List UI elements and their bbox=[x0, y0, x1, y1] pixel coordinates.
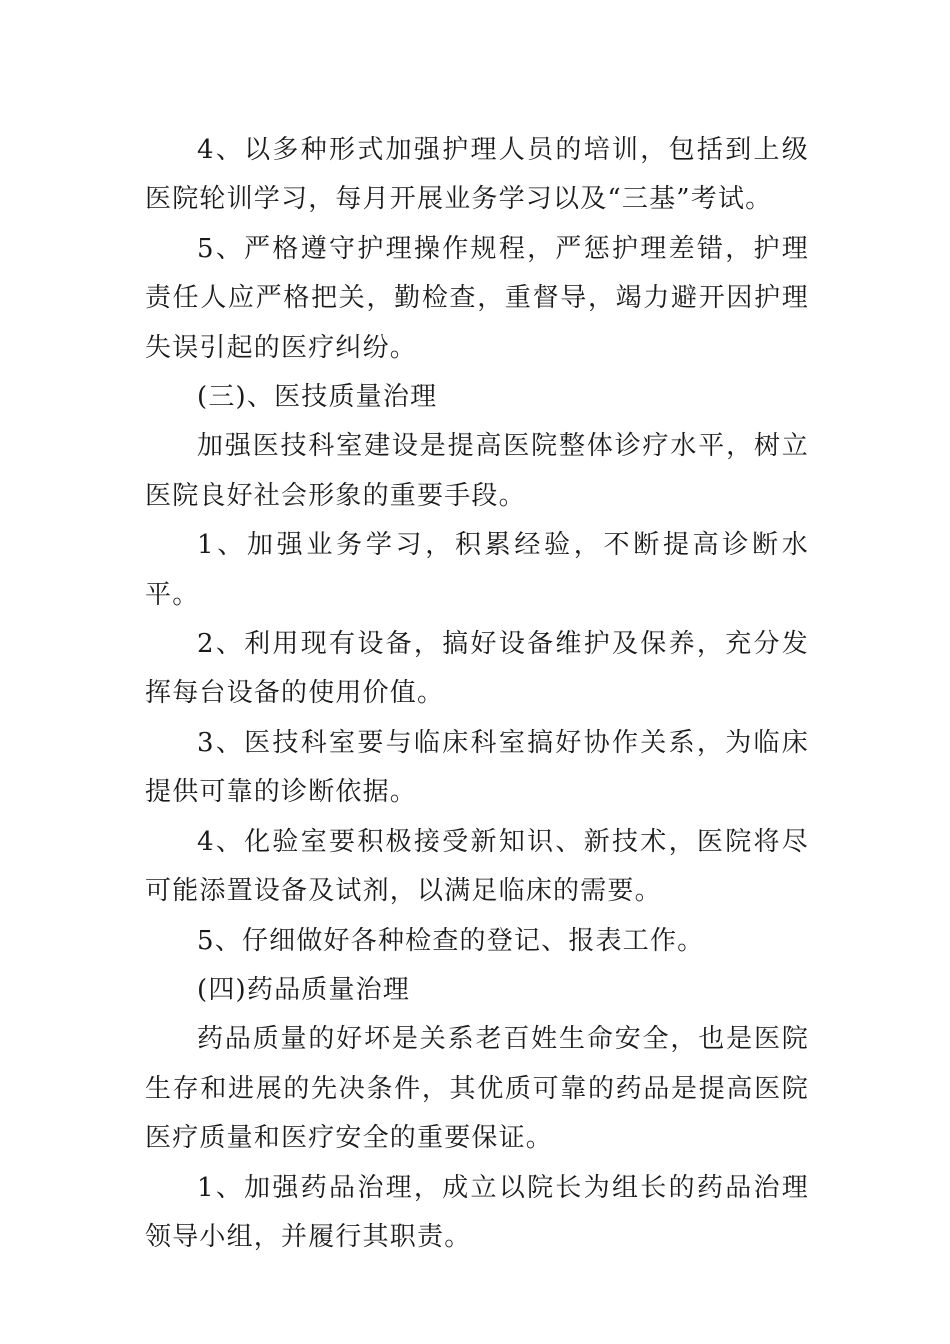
paragraph-medical-tech-intro: 加强医技科室建设是提高医院整体诊疗水平，树立医院良好社会形象的重要手段。 bbox=[145, 431, 809, 511]
paragraph-tech-item-5: 5、仔细做好各种检查的登记、报表工作。 bbox=[197, 925, 705, 956]
section-heading-medical-tech-quality: (三)、医技质量治理 bbox=[197, 382, 438, 413]
paragraph-tech-item-4: 4、化验室要积极接受新知识、新技术，医院将尽可能添置设备及试剂，以满足临床的需要。 bbox=[145, 826, 809, 907]
paragraph-tech-item-1: 1、加强业务学习，积累经验，不断提高诊断水平。 bbox=[145, 530, 809, 610]
paragraph-drug-item-1: 1、加强药品治理，成立以院长为组长的药品治理领导小组，并履行其职责。 bbox=[145, 1172, 809, 1252]
paragraph-tech-item-2: 2、利用现有设备，搞好设备维护及保养，充分发挥每台设备的使用价值。 bbox=[145, 629, 809, 709]
section-heading-drug-quality: (四)药品质量治理 bbox=[197, 974, 411, 1005]
paragraph-nursing-procedures: 5、严格遵守护理操作规程，严惩护理差错，护理责任人应严格把关，勤检查，重督导，竭力避开因护理失误引起的医疗纠纷。 bbox=[145, 233, 809, 363]
paragraph-tech-item-3: 3、医技科室要与临床科室搞好协作关系，为临床提供可靠的诊断依据。 bbox=[145, 727, 809, 808]
document-body bbox=[145, 126, 809, 1262]
paragraph-nursing-training: 4、以多种形式加强护理人员的培训，包括到上级医院轮训学习，每月开展业务学习以及“三基”考试。 bbox=[145, 135, 809, 215]
paragraph-drug-quality-intro: 药品质量的好坏是关系老百姓生命安全，也是医院生存和进展的先决条件，其优质可靠的药品是提高医院医疗质量和医疗安全的重要保证。 bbox=[145, 1024, 809, 1154]
